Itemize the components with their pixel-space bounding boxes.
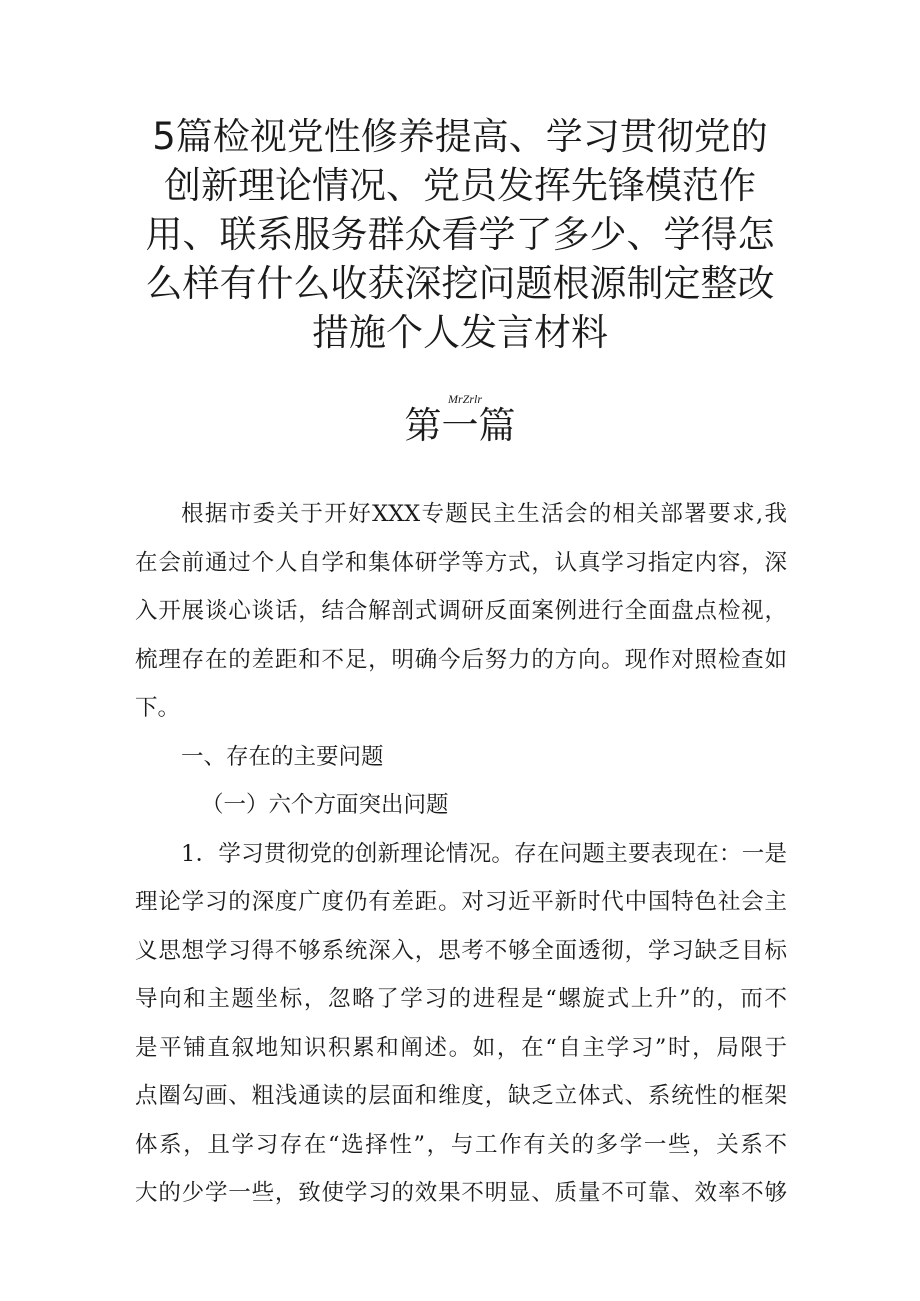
title-line: 5篇检视党性修养提高、学习贯彻党的 — [152, 115, 768, 158]
title-line: 么样有什么收获深挖问题根源制定整改 — [145, 262, 775, 305]
title-line: 创新理论情况、党员发挥先锋模范作 — [164, 164, 756, 207]
title-line: 用、联系服务群众看学了多少、学得怎 — [145, 213, 775, 256]
body-line: 下。 — [135, 695, 181, 721]
body-line: 梳理存在的差距和不足，明确今后努力的方向。现作对照检查如 — [135, 646, 787, 673]
body-line: 导向和主题坐标，忽略了学习的进程是“螺旋式上升”的，而不 — [135, 986, 787, 1012]
body-line: 是平铺直叙地知识积累和阐述。如，在“自主学习”时，局限于 — [135, 1034, 787, 1061]
section-heading — [0, 392, 920, 448]
document-title — [130, 112, 790, 357]
section-heading-text: 第一篇 — [404, 404, 516, 447]
body-line: 入开展谈心谈话，结合解剖式调研反面案例进行全面盘点检视， — [135, 598, 787, 624]
section-subheading: 一、存在的主要问题 — [181, 743, 384, 770]
heading-artifact-text: MrZrlr — [448, 392, 483, 406]
body-line: 根据市委关于开好XXX专题民主生活会的相关部署要求,我 — [181, 501, 787, 527]
body-line: 1．学习贯彻党的创新理论情况。存在问题主要表现在：一是 — [181, 840, 787, 867]
body-line: 体系，且学习存在“选择性”，与工作有关的多学一些，关系不 — [135, 1131, 787, 1158]
body-line: 理论学习的深度广度仍有差距。对习近平新时代中国特色社会主 — [135, 889, 787, 915]
section-subheading: （一）六个方面突出问题 — [201, 792, 449, 818]
body-line: 在会前通过个人自学和集体研学等方式，认真学习指定内容，深 — [135, 549, 787, 576]
title-line: 措施个人发言材料 — [312, 311, 608, 354]
body-line: 点圈勾画、粗浅通读的层面和维度，缺乏立体式、系统性的框架 — [135, 1083, 787, 1109]
body-line: 义思想学习得不够系统深入，思考不够全面透彻，学习缺乏目标 — [135, 937, 787, 964]
document-body — [135, 490, 787, 1218]
body-line: 大的少学一些，致使学习的效果不明显、质量不可靠、效率不够 — [135, 1180, 787, 1206]
